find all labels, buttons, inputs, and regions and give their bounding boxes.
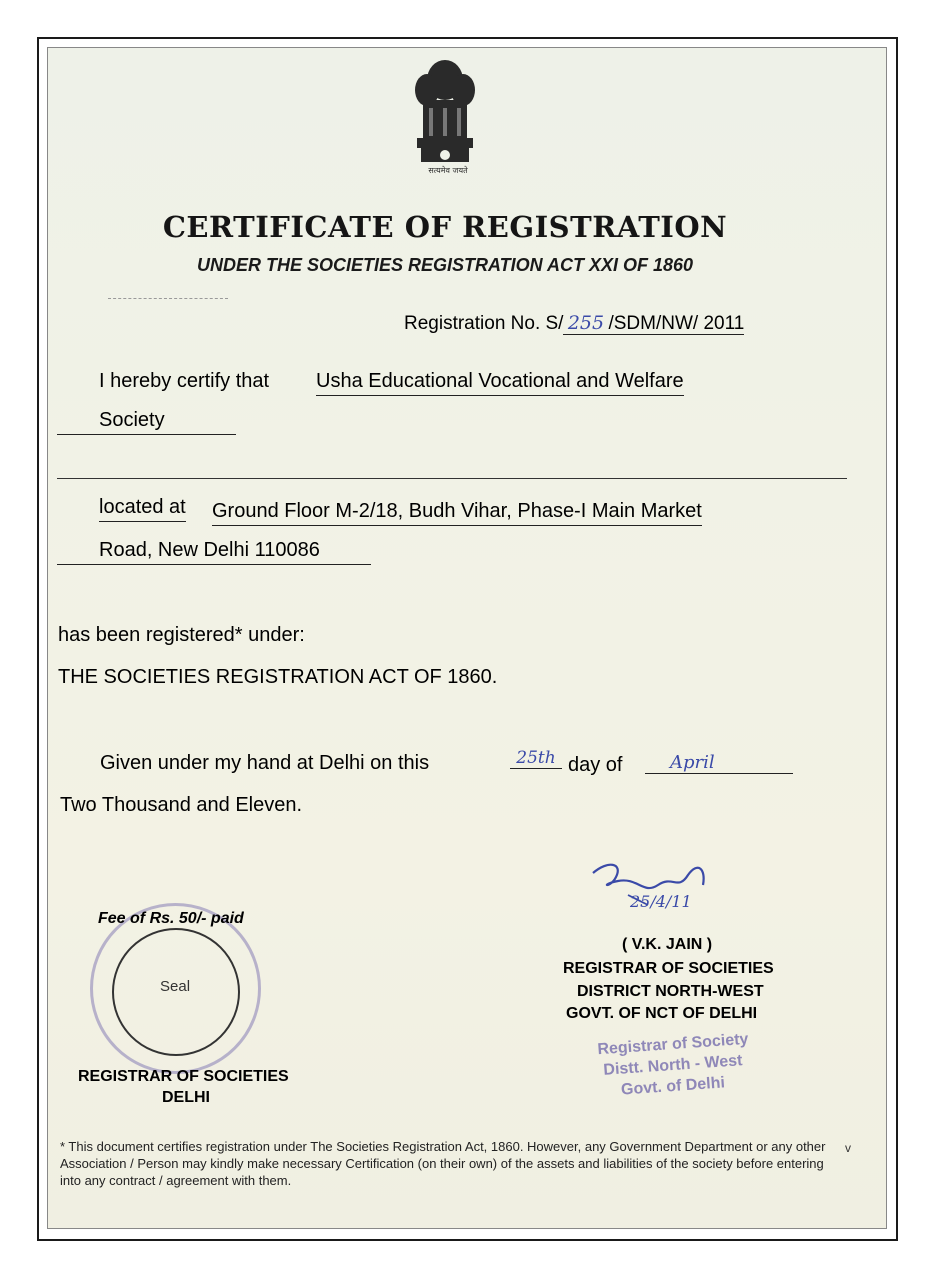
location-lead: located at [99, 496, 186, 522]
address-line2: Road, New Delhi 110086 [57, 539, 371, 565]
fee-paid: Fee of Rs. 50/- paid [98, 910, 244, 927]
emblem-motto: सत्यमेव जयते [428, 166, 468, 175]
signature-date: 25/4/11 [630, 892, 692, 911]
stamp-line3: Govt. of Delhi [620, 1074, 726, 1099]
certify-lead: I hereby certify that [99, 370, 270, 392]
signatory-title: REGISTRAR OF SOCIETIES [563, 960, 774, 977]
certificate-subtitle: UNDER THE SOCIETIES REGISTRATION ACT XXI OF 1860 [196, 255, 694, 275]
signatory-district: DISTRICT NORTH-WEST [577, 983, 764, 1000]
registration-handwritten-number: 255 [563, 312, 608, 335]
registration-number [404, 312, 744, 335]
given-year: Two Thousand and Eleven. [60, 794, 303, 816]
divider [108, 298, 228, 299]
society-name-line1: Usha Educational Vocational and Welfare [316, 370, 684, 396]
given-month: April [645, 752, 793, 774]
stamp-line1: Registrar of Society [596, 1030, 749, 1059]
society-name-line2: Society [57, 409, 236, 435]
signatory-name: ( V.K. JAIN ) [622, 936, 713, 953]
seal-label: Seal [160, 978, 191, 995]
registration-suffix: /SDM/NW/ 2011 [608, 313, 745, 334]
left-registrar-city: DELHI [162, 1089, 210, 1106]
signatory-govt: GOVT. OF NCT OF DELHI [566, 1005, 758, 1022]
left-registrar-title: REGISTRAR OF SOCIETIES [78, 1068, 289, 1085]
given-lead: Given under my hand at Delhi on this [100, 752, 430, 774]
footnote: * This document certifies registration under The Societies Registration Act, 1860. However, any Government Department or any other Association / Person may kindly make necessary Certification (on their own) of the assets and liabilities of the society before entering into any contract / agreement with them. [60, 1139, 826, 1188]
stamp-line2: Distt. North - West [602, 1052, 744, 1079]
signature-scribble [588, 855, 768, 925]
given-day: 25th [510, 748, 562, 769]
blank-line [57, 478, 847, 479]
address-line1: Ground Floor M-2/18, Budh Vihar, Phase-I Main Market [212, 500, 702, 526]
corner-mark: v [845, 1141, 851, 1155]
given-day-of: day of [568, 754, 623, 776]
certificate-title: CERTIFICATE OF REGISTRATION [162, 210, 728, 244]
act-name: THE SOCIETIES REGISTRATION ACT OF 1860. [58, 666, 498, 688]
registration-label: Registration No. S/ [404, 313, 564, 334]
registered-under: has been registered* under: [58, 624, 305, 646]
